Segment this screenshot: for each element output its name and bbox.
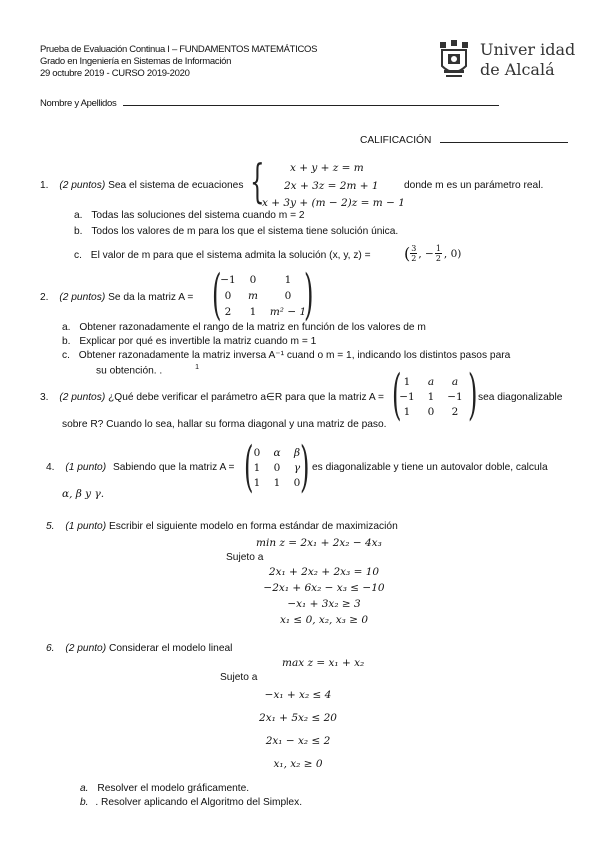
q2-item-c [62,350,510,361]
q2-a-label: a. [62,322,71,333]
q1-frac1-num: 3 [411,244,417,253]
header-degree-line: Grado en Ingeniería en Sistemas de Información [40,56,232,67]
q4-matrix-left-paren: ( [244,435,254,498]
university-name-line2: de Alcalá [480,60,555,79]
q3-number: 3. [40,392,49,403]
q1-b-text: Todos los valores de m para los que el sistema tiene solución única. [91,226,399,237]
q2-matrix-cell: 2 [224,306,232,318]
q6-constraint: −x₁ + x₂ ≤ 4 [264,689,332,701]
q2-matrix-cell: −1 [220,274,236,286]
q3-matrix-cell: 1 [427,391,435,403]
q2-item-b [62,336,316,347]
q4-matrix-cell: 1 [273,477,281,489]
q1-equation-1: x + y + z = m [290,162,364,174]
q5-objective: min z = 2x₁ + 2x₂ − 4x₃ [256,537,382,549]
q6-constraint: x₁, x₂ ≥ 0 [273,758,323,770]
grade-label: CALIFICACIÓN [360,135,432,146]
q1-solution-vector [404,244,461,263]
q6-b-text: . Resolver aplicando el Algoritmo del Simplex. [95,797,303,808]
name-blank-line[interactable] [123,96,499,106]
q5-intro: Escribir el siguiente modelo en forma estándar de maximización [108,521,398,532]
q5-subject-to: Sujeto a [226,552,264,563]
q6-item-b [80,797,302,808]
q3-matrix-cell: a [427,376,435,388]
q1-item-b [74,226,398,237]
q4-number: 4. [46,462,55,473]
q4-matrix-cell: γ [293,462,301,474]
q6-intro: Considerar el modelo lineal [108,643,233,654]
q3-matrix-cell: −1 [447,391,463,403]
q6-item-a [80,783,249,794]
q2-b-label: b. [62,336,71,347]
q4-matrix-cell: 1 [253,462,261,474]
q1-equation-3: x + 3y + (m − 2)z = m − 1 [262,197,405,209]
q3-matrix-cell: 1 [403,376,411,388]
q3-statement [40,392,384,403]
q4-points: (1 punto) [65,462,107,473]
grade-blank-line[interactable] [440,133,568,143]
q4-tail: es diagonalizable y tiene un autovalor doble, calcula [312,462,548,473]
q2-c-text2: su obtención. . [96,365,163,377]
q2-matrix-cell: 0 [224,290,232,302]
q6-objective: max z = x₁ + x₂ [282,657,365,669]
q4-matrix-cell: 1 [253,477,261,489]
q2-matrix-cell: m² − 1 [269,306,307,318]
q2-footnote: 1 [195,364,200,371]
q4-intro: Sabiendo que la matriz A = [112,462,235,473]
q1-points: (2 puntos) [59,180,106,191]
q5-constraint: −x₁ + 3x₂ ≥ 3 [287,598,361,610]
q6-constraint: 2x₁ + 5x₂ ≤ 20 [259,712,337,724]
q4-matrix-cell: 0 [253,447,261,459]
q3-matrix-right-paren: ) [468,363,478,426]
q4-matrix-cell: α [273,447,281,459]
q2-statement [40,292,193,303]
name-field-row[interactable] [40,96,499,109]
q5-constraint: x₁ ≤ 0, x₂, x₃ ≥ 0 [279,614,369,626]
university-name-line1: Univer idad [480,40,576,59]
q2-matrix-left-paren: ( [212,263,222,326]
q3-line2: sobre R? Cuando lo sea, hallar su forma diagonal y una matriz de paso. [62,419,387,430]
name-label: Nombre y Apellidos [40,98,117,109]
q3-matrix-cell: 2 [451,406,459,418]
q2-matrix-cell: 0 [284,290,292,302]
q2-matrix-cell: 1 [284,274,292,286]
q6-number: 6. [46,643,55,654]
q2-number: 2. [40,292,49,303]
q4-statement [46,462,234,473]
q2-a-text: Obtener razonadamente el rango de la matriz en función de los valores de m [79,322,426,333]
q3-matrix-cell: 1 [403,406,411,418]
q1-statement [40,180,243,191]
q2-matrix-cell: 1 [249,306,257,318]
header-course-line: Prueba de Evaluación Continua I – FUNDAMENTOS MATEMÁTICOS [40,44,318,55]
q1-item-a [74,210,305,221]
q1-tail: donde m es un parámetro real. [404,180,544,191]
q2-matrix-right-paren: ) [304,263,314,326]
q3-tail: sea diagonalizable [478,392,563,403]
q2-c-text: Obtener razonadamente la matriz inversa A⁻¹ cuand o m = 1, indicando los distintos pasos para [78,350,511,361]
university-crest-icon [436,40,472,80]
q1-equation-2: 2x + 3z = 2m + 1 [284,180,379,192]
q6-subject-to: Sujeto a [220,672,258,683]
header-date-line: 29 octubre 2019 - CURSO 2019-2020 [40,68,190,79]
q3-matrix-left-paren: ( [392,363,402,426]
q1-frac1-den: 2 [411,254,417,263]
q1-frac2-sign: , − [418,247,434,260]
q1-number: 1. [40,180,49,191]
q1-frac2-num: 1 [435,244,441,253]
q4-matrix-cell: 0 [293,477,301,489]
q1-system-brace: { [250,154,265,208]
q1-c-label: c. [74,250,82,261]
grade-field-row[interactable] [360,133,568,146]
q2-points: (2 puntos) [59,292,106,303]
q2-matrix-cell: m [248,290,258,302]
q3-intro: ¿Qué debe verificar el parámetro a∈R para que la matriz A = [108,392,384,403]
q2-intro: Se da la matriz A = [108,292,194,303]
q6-constraint: 2x₁ − x₂ ≤ 2 [265,735,331,747]
q4-matrix-cell: 0 [273,462,281,474]
q1-item-c [74,250,371,261]
q1-b-label: b. [74,226,83,237]
q5-constraint: −2x₁ + 6x₂ − x₃ ≤ −10 [263,582,385,594]
q3-matrix-cell: 0 [427,406,435,418]
q6-statement [46,643,232,654]
q5-number: 5. [46,521,55,532]
q1-frac2-den: 2 [435,254,441,263]
q2-item-c-cont [96,364,199,376]
q2-matrix-cell: 0 [249,274,257,286]
q6-a-text: Resolver el modelo gráficamente. [97,783,250,794]
q1-intro: Sea el sistema de ecuaciones [108,180,244,191]
q2-item-a [62,322,426,333]
q1-a-text: Todas las soluciones del sistema cuando m = 2 [91,210,305,221]
q5-constraint: 2x₁ + 2x₂ + 2x₃ = 10 [268,566,380,578]
q1-sol-tail: , 0) [443,247,462,260]
q4-matrix-right-paren: ) [300,435,310,498]
q6-points: (2 punto) [65,643,107,654]
q6-a-label: a. [80,783,89,794]
q1-sol-open: ( [404,244,411,263]
q6-b-label: b. [80,797,89,808]
q3-matrix-cell: a [451,376,459,388]
q5-points: (1 punto) [65,521,107,532]
q1-a-label: a. [74,210,83,221]
q4-matrix-cell: β [293,447,301,459]
q5-statement [46,521,398,532]
q2-c-label: c. [62,350,70,361]
q3-matrix-cell: −1 [399,391,415,403]
q3-points: (2 puntos) [59,392,106,403]
q1-c-text: El valor de m para que el sistema admita la solución (x, y, z) = [90,250,371,261]
q2-b-text: Explicar por qué es invertible la matriz cuando m = 1 [79,336,317,347]
q4-line2: α, β y γ. [62,488,105,500]
